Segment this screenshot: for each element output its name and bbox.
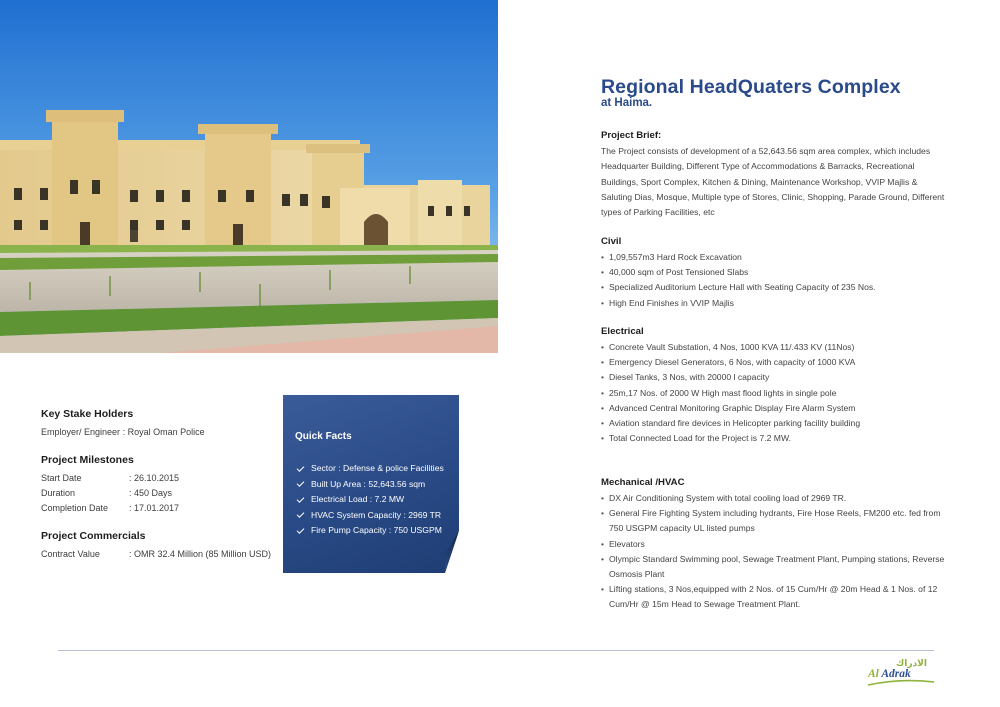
list-item: • DX Air Conditioning System with total cooling load of 2969 TR. xyxy=(601,491,946,506)
project-photo xyxy=(0,0,498,353)
company-logo xyxy=(866,658,936,688)
list-item: • General Fire Fighting System including hydrants, Fire Hose Reels, FM200 etc. fed from 750 USGPM capacity UL listed pumps xyxy=(601,506,946,536)
milestone-row xyxy=(41,501,291,516)
list-item: • 25m,17 Nos. of 2000 W High mast flood lights in single pole xyxy=(601,386,946,401)
logo-arabic-text: الادراك xyxy=(896,658,927,668)
contract-value: : OMR 32.4 Million (85 Million USD) xyxy=(129,549,272,559)
civil-heading: Civil xyxy=(601,236,622,247)
list-item: • Lifting stations, 3 Nos,equipped with 2 Nos. of 15 Cum/Hr @ 20m Head & 1 Nos. of 12 Cum/Hr @ 15m Head to Sewage Treatment Plant. xyxy=(601,582,946,612)
stakeholder-label: Employer/ Engineer xyxy=(41,427,121,437)
quick-fact-item xyxy=(295,477,444,493)
list-item: • Concrete Vault Substation, 4 Nos, 1000 KVA 11/.433 KV (11Nos) xyxy=(601,340,946,355)
list-item: • Specialized Auditorium Lecture Hall with Seating Capacity of 235 Nos. xyxy=(601,280,946,295)
logo-swoosh-icon xyxy=(866,679,936,687)
quick-fact-text: HVAC System Capacity : 2969 TR xyxy=(311,509,442,520)
electrical-heading: Electrical xyxy=(601,326,644,337)
page-title: Regional HeadQuaters Complex xyxy=(601,76,901,98)
project-brief-section xyxy=(601,130,946,220)
quick-fact-item xyxy=(295,523,444,539)
list-item: • Emergency Diesel Generators, 6 Nos, with capacity of 1000 KVA xyxy=(601,355,946,370)
check-icon xyxy=(297,526,305,534)
civil-list xyxy=(601,250,946,311)
commercials-block xyxy=(41,530,291,562)
milestones-heading: Project Milestones xyxy=(41,454,134,466)
stakeholder-row xyxy=(41,425,291,440)
list-item: • Advanced Central Monitoring Graphic Display Fire Alarm System xyxy=(601,401,946,416)
brief-heading: Project Brief: xyxy=(601,130,662,141)
list-item: • Olympic Standard Swimming pool, Sewage Treatment Plant, Pumping stations, Reverse Osmosis Plant xyxy=(601,552,946,582)
quick-facts-list xyxy=(295,461,444,539)
list-item: • Elevators xyxy=(601,537,946,552)
page-subtitle: at Haima. xyxy=(601,97,653,109)
stakeholders-heading: Key Stake Holders xyxy=(41,408,134,420)
list-item: • High End Finishes in VVIP Majlis xyxy=(601,296,946,311)
milestone-value: : 26.10.2015 xyxy=(129,473,180,483)
brief-text: The Project consists of development of a 52,643.56 sqm area complex, which includes Headquarter Building, Different Type of Accommodations & Barracks, Recreational Buildings, Sport Complex, Kitchen & Dining, Maintenance Workshop, VVIP Majlis & Saluting Dias, Mosque, Multiple type of Stores, Clinic, Shopping, Parade Ground, Different types of Parking Facilities, etc xyxy=(601,146,945,218)
mechanical-heading: Mechanical /HVAC xyxy=(601,477,685,488)
civil-section xyxy=(601,236,946,311)
logo-name: Adrak xyxy=(878,668,911,680)
commercials-heading: Project Commercials xyxy=(41,530,146,542)
contract-label: Contract Value xyxy=(41,549,100,559)
milestone-label: Duration xyxy=(41,488,76,498)
project-details xyxy=(41,408,291,576)
logo-prefix: Al xyxy=(868,668,879,680)
quick-fact-item xyxy=(295,461,444,477)
quick-fact-item xyxy=(295,508,444,524)
quick-fact-item xyxy=(295,492,444,508)
milestone-label: Start Date xyxy=(41,473,82,483)
quick-fact-text: Electrical Load : 7.2 MW xyxy=(311,494,405,504)
list-item: • 40,000 sqm of Post Tensioned Slabs xyxy=(601,265,946,280)
quick-fact-text: Sector : Defense & police Facilities xyxy=(311,463,444,473)
check-icon xyxy=(297,479,305,487)
electrical-list xyxy=(601,340,946,446)
milestones-block xyxy=(41,454,291,516)
quick-fact-text: Built Up Area : 52,643.56 sqm xyxy=(311,478,426,489)
mechanical-section xyxy=(601,477,946,613)
check-icon xyxy=(297,464,305,472)
milestone-row xyxy=(41,486,291,501)
commercial-row xyxy=(41,547,291,562)
quick-fact-text: Fire Pump Capacity : 750 USGPM xyxy=(311,525,442,535)
list-item: • Total Connected Load for the Project is 7.2 MW. xyxy=(601,431,946,446)
milestone-label: Completion Date xyxy=(41,503,109,513)
stakeholders-block xyxy=(41,408,291,440)
milestone-row xyxy=(41,471,291,486)
check-icon xyxy=(297,495,305,503)
building-illustration xyxy=(0,0,498,353)
list-item: • 1,09,557m3 Hard Rock Excavation xyxy=(601,250,946,265)
footer-divider xyxy=(58,650,934,651)
quick-facts-title: Quick Facts xyxy=(295,431,352,442)
mechanical-list xyxy=(601,491,946,613)
electrical-section xyxy=(601,326,946,446)
quick-facts-card xyxy=(283,395,461,575)
milestone-value: : 17.01.2017 xyxy=(129,503,180,513)
list-item: • Diesel Tanks, 3 Nos, with 20000 l capacity xyxy=(601,370,946,385)
stakeholder-value: : Royal Oman Police xyxy=(122,427,205,437)
milestone-value: : 450 Days xyxy=(129,488,173,498)
list-item: • Aviation standard fire devices in Helicopter parking facility building xyxy=(601,416,946,431)
check-icon xyxy=(297,510,305,518)
